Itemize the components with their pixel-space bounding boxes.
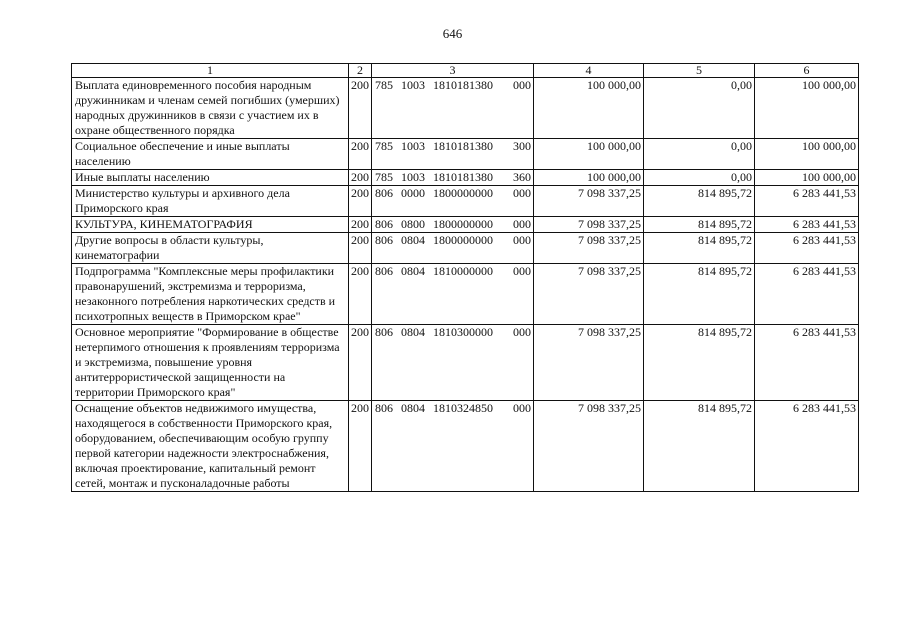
row-csr: 1800000000 [433,217,493,231]
row-grbs: 806 [375,401,393,415]
row-rzpr: 1003 [401,170,425,184]
row-name: Социальное обеспечение и иные выплаты населению [72,139,349,170]
row-grbs: 806 [375,264,393,278]
row-vr: 000 [513,217,531,231]
budget-table [71,63,859,492]
table-row [72,186,859,217]
row-value-6: 6 283 441,53 [755,217,859,233]
row-rzpr: 1003 [401,78,425,92]
row-value-4: 7 098 337,25 [534,217,644,233]
header-cell-4: 4 [534,64,644,78]
row-col2: 200 [349,139,372,170]
row-value-5: 814 895,72 [644,264,755,325]
row-value-5: 814 895,72 [644,186,755,217]
row-value-6: 6 283 441,53 [755,233,859,264]
row-rzpr: 0804 [401,264,425,278]
row-vr: 000 [513,325,531,339]
row-csr: 1810324850 [433,401,493,415]
row-col2: 200 [349,186,372,217]
row-codes [372,217,534,233]
row-codes [372,325,534,401]
row-vr: 000 [513,78,531,92]
row-col2: 200 [349,264,372,325]
row-col2: 200 [349,217,372,233]
row-name: Иные выплаты населению [72,170,349,186]
header-row [72,64,859,78]
row-rzpr: 0804 [401,401,425,415]
row-value-5: 814 895,72 [644,325,755,401]
header-cell-2: 2 [349,64,372,78]
row-grbs: 785 [375,78,393,92]
table-row [72,233,859,264]
table-row [72,170,859,186]
row-grbs: 785 [375,170,393,184]
row-value-4: 100 000,00 [534,139,644,170]
row-value-4: 7 098 337,25 [534,186,644,217]
row-grbs: 806 [375,217,393,231]
row-grbs: 785 [375,139,393,153]
row-value-6: 100 000,00 [755,139,859,170]
row-col2: 200 [349,401,372,492]
row-codes [372,264,534,325]
row-vr: 300 [513,139,531,153]
row-value-4: 100 000,00 [534,170,644,186]
row-vr: 000 [513,233,531,247]
row-col2: 200 [349,233,372,264]
row-vr: 000 [513,264,531,278]
row-rzpr: 0800 [401,217,425,231]
row-name: Оснащение объектов недвижимого имущества, находящегося в собственности Приморского края, оборудованием, обеспечивающим особую группу первой категории надежности электроснабжения, включая проектирование, капитальный ремонт сетей, монтаж и пусконаладочные работы [72,401,349,492]
row-vr: 000 [513,401,531,415]
row-name: Другие вопросы в области культуры, кинематографии [72,233,349,264]
row-codes [372,186,534,217]
row-value-4: 7 098 337,25 [534,233,644,264]
row-csr: 1810181380 [433,78,493,92]
row-rzpr: 0000 [401,186,425,200]
row-col2: 200 [349,78,372,139]
row-value-4: 7 098 337,25 [534,264,644,325]
row-grbs: 806 [375,325,393,339]
header-cell-1: 1 [72,64,349,78]
row-col2: 200 [349,325,372,401]
row-value-5: 814 895,72 [644,401,755,492]
row-codes [372,139,534,170]
row-value-4: 7 098 337,25 [534,401,644,492]
row-value-6: 100 000,00 [755,170,859,186]
row-name: КУЛЬТУРА, КИНЕМАТОГРАФИЯ [72,217,349,233]
table-row [72,264,859,325]
row-grbs: 806 [375,186,393,200]
row-csr: 1810181380 [433,139,493,153]
row-csr: 1810181380 [433,170,493,184]
row-codes [372,401,534,492]
row-col2: 200 [349,170,372,186]
row-value-4: 100 000,00 [534,78,644,139]
row-name: Выплата единовременного пособия народным дружинникам и членам семей погибших (умерших) народных дружинников в связи с участием их в охране общественного порядка [72,78,349,139]
row-value-6: 6 283 441,53 [755,264,859,325]
row-codes [372,233,534,264]
row-value-5: 0,00 [644,170,755,186]
row-name: Министерство культуры и архивного дела Приморского края [72,186,349,217]
header-cell-6: 6 [755,64,859,78]
row-codes [372,170,534,186]
row-vr: 360 [513,170,531,184]
row-codes [372,78,534,139]
row-value-6: 6 283 441,53 [755,186,859,217]
table-row [72,78,859,139]
row-rzpr: 0804 [401,325,425,339]
table-row [72,139,859,170]
row-csr: 1810300000 [433,325,493,339]
header-cell-5: 5 [644,64,755,78]
row-grbs: 806 [375,233,393,247]
row-value-6: 6 283 441,53 [755,325,859,401]
row-csr: 1810000000 [433,264,493,278]
header-cell-3: 3 [372,64,534,78]
row-value-6: 100 000,00 [755,78,859,139]
table-row [72,217,859,233]
row-value-5: 0,00 [644,78,755,139]
row-value-6: 6 283 441,53 [755,401,859,492]
row-csr: 1800000000 [433,186,493,200]
row-name: Подпрограмма "Комплексные меры профилактики правонарушений, экстремизма и терроризма, незаконного потребления наркотических средств и психотропных веществ в Приморском крае" [72,264,349,325]
row-csr: 1800000000 [433,233,493,247]
row-rzpr: 0804 [401,233,425,247]
row-value-4: 7 098 337,25 [534,325,644,401]
row-name: Основное мероприятие "Формирование в обществе нетерпимого отношения к проявлениям терроризма и экстремизма, повышение уровня антитеррористической защищенности на территории Приморского края" [72,325,349,401]
row-rzpr: 1003 [401,139,425,153]
row-value-5: 814 895,72 [644,217,755,233]
page-number: 646 [442,26,463,41]
row-value-5: 814 895,72 [644,233,755,264]
table-row [72,401,859,492]
row-vr: 000 [513,186,531,200]
row-value-5: 0,00 [644,139,755,170]
table-row [72,325,859,401]
